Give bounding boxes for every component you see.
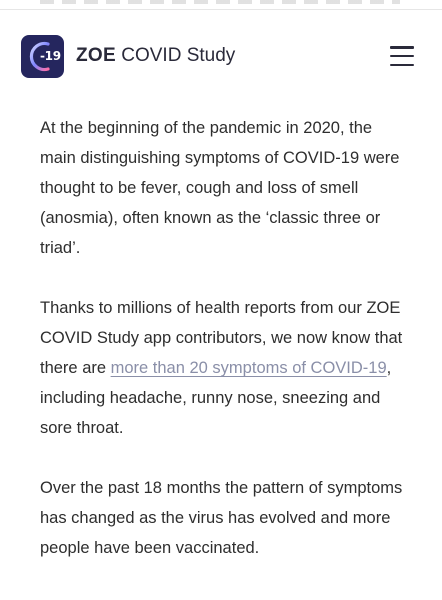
menu-bar [390,64,414,67]
paragraph-2-before: Thanks to millions of health reports from our ZOE COVID Study app contributors, we now know that there are [40,299,403,377]
paragraph-1: At the beginning of the pandemic in 2020, the main distinguishing symptoms of COVID-19 were thought to be fever, cough and loss of smell (anosmia), often known as the ‘classic three or triad’. [40,119,400,257]
brand-name-light: COVID Study [121,45,236,66]
paragraph-2-after: , including headache, runny nose, sneezing and sore throat. [40,359,392,437]
brand-name [76,45,235,67]
cut-off-text [40,0,400,4]
symptoms-link[interactable]: more than 20 symptoms of COVID-19 [110,359,387,377]
zoe-logo [21,35,64,78]
hamburger-menu-icon[interactable] [390,46,414,66]
article-body [40,113,412,593]
paragraph-3: Over the past 18 months the pattern of symptoms has changed as the virus has evolved and more people have been vaccinated. [40,479,403,557]
logo-text: -19 [40,48,61,63]
site-header [21,34,414,78]
menu-bar [390,55,414,58]
menu-bar [390,46,414,49]
top-divider [0,9,442,10]
home-link[interactable] [21,35,235,78]
brand-name-bold: ZOE [76,45,116,66]
paragraph-2 [40,293,412,443]
